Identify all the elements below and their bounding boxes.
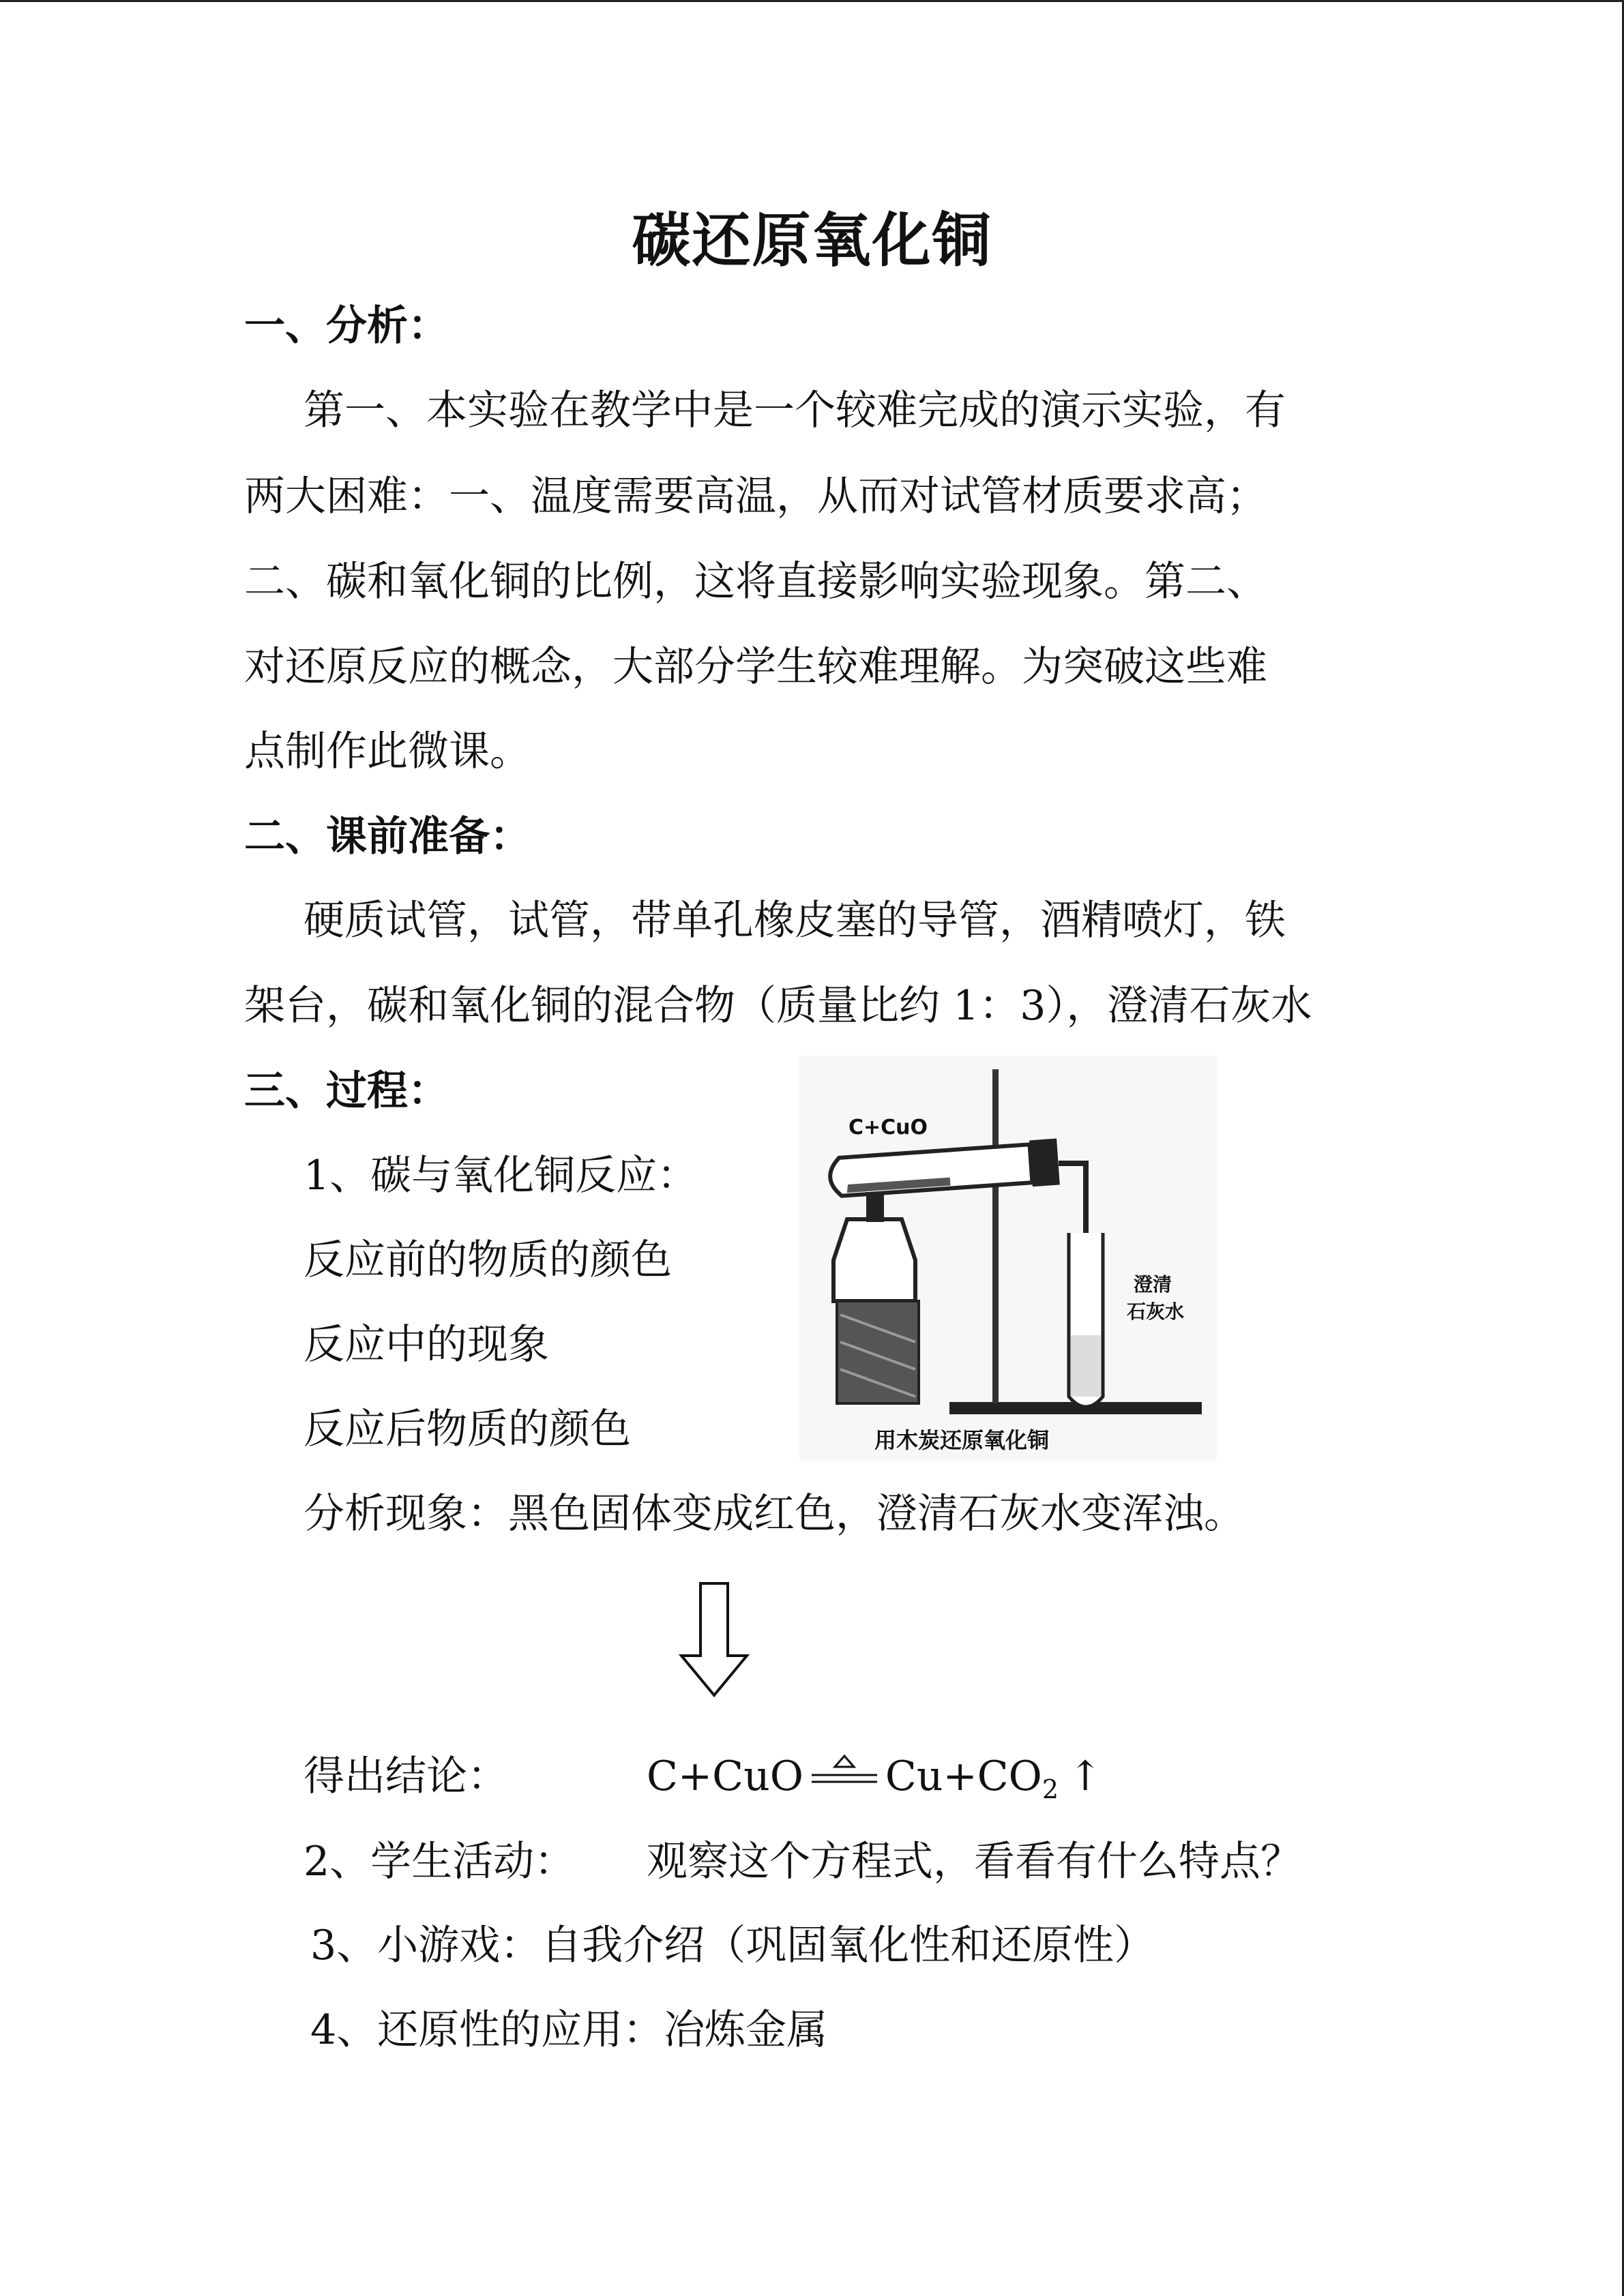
preparation-line-1: 硬质试管，试管，带单孔橡皮塞的导管，酒精喷灯，铁 (304, 897, 1286, 944)
analysis-phenomenon: 分析现象：黑色固体变成红色，澄清石灰水变浑浊。 (304, 1490, 1245, 1538)
process-during-phenomenon: 反应中的现象 (304, 1321, 549, 1369)
section-heading-preparation: 二、课前准备： (244, 813, 531, 861)
process-item-2-text: 观察这个方程式，看看有什么特点？ (647, 1838, 1301, 1885)
apparatus-illustration (799, 1056, 1217, 1461)
heat-triangle-icon (809, 1752, 880, 1793)
section-heading-process: 三、过程： (244, 1067, 449, 1115)
figure-caption: 用木炭还原氧化铜 (874, 1427, 1050, 1453)
label-limewater-1: 澄清 (1134, 1273, 1172, 1296)
conclusion-label: 得出结论： (304, 1753, 508, 1800)
analysis-line-1: 第一、本实验在教学中是一个较难完成的演示实验，有 (304, 387, 1286, 434)
equation-reactants: C+CuO (647, 1753, 803, 1800)
page-title: 碳还原氧化铜 (632, 206, 992, 275)
label-mixture: C+CuO (848, 1116, 928, 1139)
process-after-color: 反应后物质的颜色 (304, 1405, 631, 1453)
process-item-3: 3、小游戏：自我介绍（巩固氧化性和还原性） (310, 1922, 1155, 1969)
gas-arrow: ↑ (1068, 1753, 1103, 1800)
test-tube-hard (829, 1139, 1060, 1201)
alcohol-burner (833, 1219, 915, 1301)
section-heading-analysis: 一、分析： (244, 302, 449, 350)
analysis-line-5: 点制作此微课。 (244, 728, 531, 775)
process-item-4: 4、还原性的应用：冶炼金属 (310, 2006, 828, 2054)
burner-wick (866, 1192, 884, 1222)
preparation-line-2: 架台，碳和氧化铜的混合物（质量比约 1：3），澄清石灰水 (244, 982, 1312, 1030)
hollow-down-arrow-icon (679, 1581, 750, 1698)
process-item-2-label: 2、学生活动： (304, 1838, 576, 1885)
wooden-block (837, 1301, 919, 1403)
stand-rod (992, 1069, 999, 1403)
top-border (0, 0, 1624, 2)
apparatus-figure (799, 1056, 1217, 1461)
label-limewater-2: 石灰水 (1127, 1300, 1185, 1323)
analysis-line-2: 两大困难：一、温度需要高温，从而对试管材质要求高； (244, 473, 1267, 520)
process-item-1: 1、碳与氧化铜反应： (304, 1152, 698, 1199)
rubber-stopper (1029, 1139, 1060, 1187)
analysis-line-3: 二、碳和氧化铜的比例，这将直接影响实验现象。第二、 (244, 558, 1267, 606)
equation-products: Cu+CO (885, 1753, 1042, 1800)
chemical-equation (647, 1749, 1102, 1817)
process-before-color: 反应前的物质的颜色 (304, 1236, 672, 1284)
limewater (1071, 1335, 1101, 1397)
analysis-line-4: 对还原反应的概念，大部分学生较难理解。为突破这些难 (244, 643, 1267, 691)
equation-subscript: 2 (1042, 1774, 1059, 1804)
